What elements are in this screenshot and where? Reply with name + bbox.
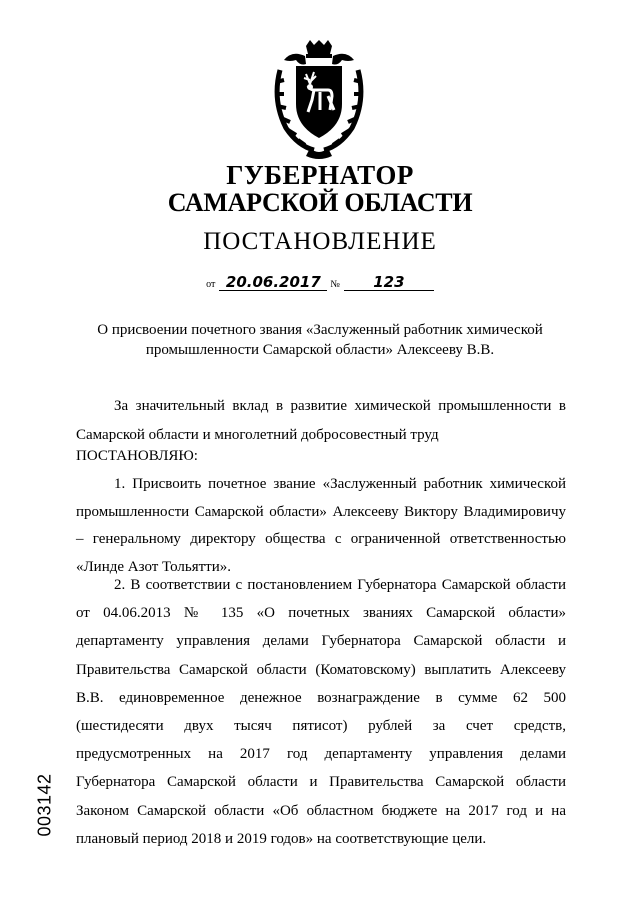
document-type: ПОСТАНОВЛЕНИЕ bbox=[203, 228, 437, 255]
samara-coat-of-arms-icon bbox=[270, 40, 368, 160]
document-subject: О присвоении почетного звания «Заслуженный работник химической промышленности Самарской области» Алексееву В.В. bbox=[97, 322, 543, 358]
document-number: 123 bbox=[344, 274, 434, 291]
date-prefix: от bbox=[206, 279, 216, 290]
serial-stamp bbox=[30, 770, 60, 840]
document-date: 20.06.2017 bbox=[219, 274, 327, 291]
serial-number: 003142 bbox=[34, 773, 55, 837]
region-title: САМАРСКОЙ ОБЛАСТИ bbox=[167, 188, 473, 217]
governor-title: ГУБЕРНАТОР bbox=[226, 160, 414, 190]
resolution-item-1: 1. Присвоить почетное звание «Заслуженный работник химической промышленности Самарской области» Алексееву Виктору Владимировичу – генеральному директору общества с ограниченной ответственностью «Линде Азот Тольятти». bbox=[76, 476, 566, 575]
intro-paragraph: За значительный вклад в развитие химической промышленности в Самарской области и многолетний добросовестный труд bbox=[76, 398, 566, 443]
number-prefix: № bbox=[330, 279, 340, 290]
decree-word: ПОСТАНОВЛЯЮ: bbox=[76, 448, 198, 464]
date-number-line bbox=[0, 274, 640, 291]
resolution-item-2: 2. В соответствии с постановлением Губернатора Самарской области от 04.06.2013 № 135 «О почетных званиях Самарской области» департаменту управления делами Губернатора Самарской области и Правительства Самарской области (Коматовскому) выплатить Алексееву В.В. единовременное денежное вознаграждение в сумме 62 500 (шестидесяти двух тысяч пятисот) рублей за счет средств, предусмотренных на 2017 год департаменту управления делами Губернатора Самарской области и Правительства Самарской области Законом Самарской области «Об областном бюджете на 2017 год и на плановый период 2018 и 2019 годов» на соответствующие цели. bbox=[76, 577, 566, 847]
